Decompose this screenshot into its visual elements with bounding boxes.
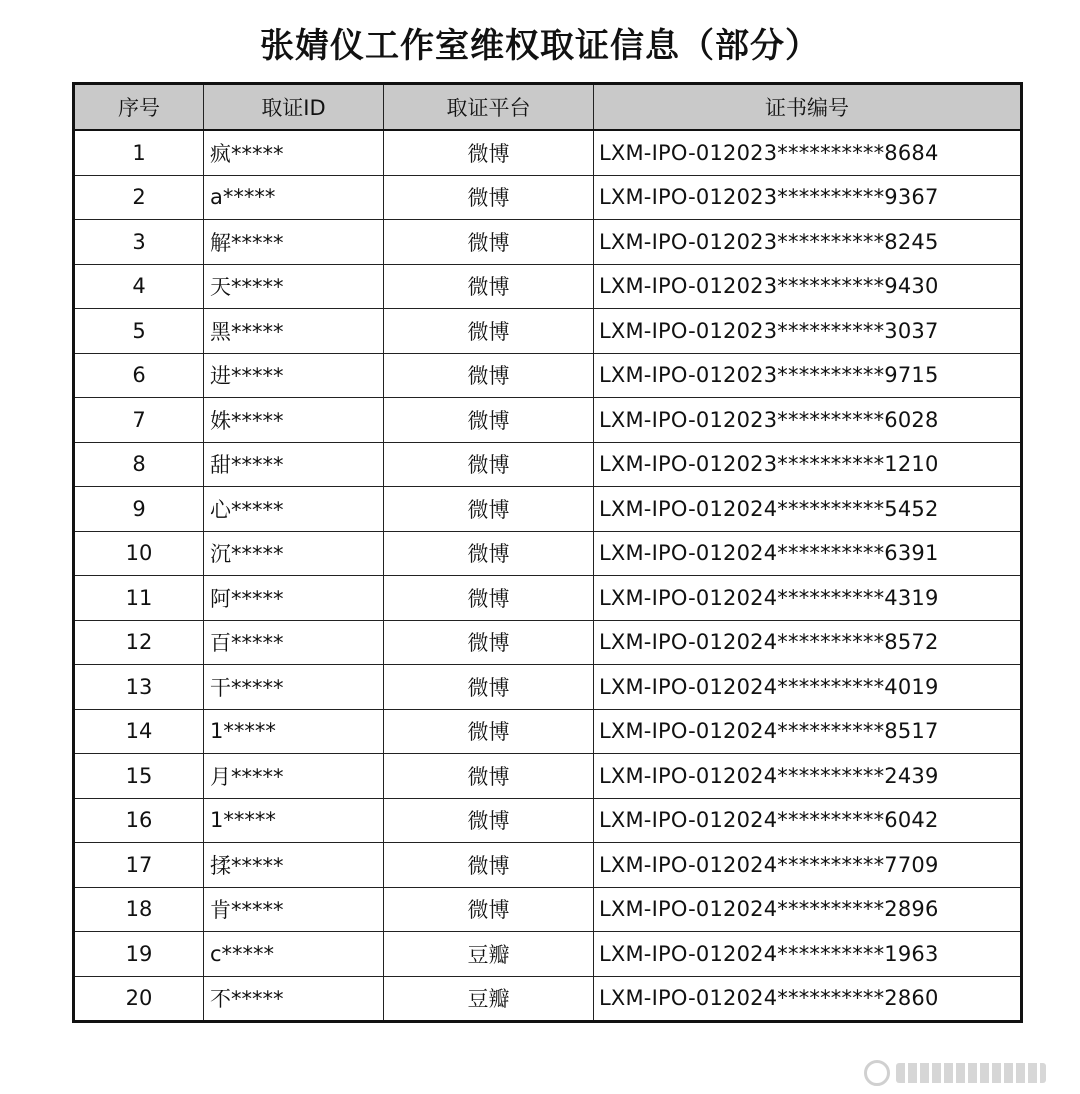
row-platform: 微博 bbox=[384, 620, 594, 665]
row-platform: 微博 bbox=[384, 264, 594, 309]
row-index: 20 bbox=[74, 976, 204, 1022]
row-platform: 微博 bbox=[384, 487, 594, 532]
row-certificate-number: LXM-IPO-012024**********5452 bbox=[594, 487, 1022, 532]
row-platform: 微博 bbox=[384, 309, 594, 354]
row-certificate-number: LXM-IPO-012024**********1963 bbox=[594, 932, 1022, 977]
row-certificate-number: LXM-IPO-012024**********6391 bbox=[594, 531, 1022, 576]
row-evidence-id: 肯***** bbox=[204, 887, 384, 932]
row-evidence-id: a***** bbox=[204, 175, 384, 220]
table-row bbox=[74, 887, 1022, 932]
row-platform: 微博 bbox=[384, 665, 594, 710]
row-certificate-number: LXM-IPO-012023**********9430 bbox=[594, 264, 1022, 309]
row-certificate-number: LXM-IPO-012024**********7709 bbox=[594, 843, 1022, 888]
table-row bbox=[74, 576, 1022, 621]
table-row bbox=[74, 442, 1022, 487]
column-header-index: 序号 bbox=[74, 84, 204, 131]
row-certificate-number: LXM-IPO-012024**********6042 bbox=[594, 798, 1022, 843]
row-platform: 微博 bbox=[384, 353, 594, 398]
table-row bbox=[74, 620, 1022, 665]
row-platform: 微博 bbox=[384, 709, 594, 754]
watermark bbox=[864, 1060, 1046, 1086]
table-row bbox=[74, 398, 1022, 443]
watermark-blurred-text bbox=[896, 1063, 1046, 1083]
row-certificate-number: LXM-IPO-012023**********6028 bbox=[594, 398, 1022, 443]
row-evidence-id: 姝***** bbox=[204, 398, 384, 443]
table-row bbox=[74, 798, 1022, 843]
table-row bbox=[74, 843, 1022, 888]
row-index: 11 bbox=[74, 576, 204, 621]
table-row bbox=[74, 976, 1022, 1022]
row-platform: 微博 bbox=[384, 398, 594, 443]
row-certificate-number: LXM-IPO-012023**********3037 bbox=[594, 309, 1022, 354]
row-platform: 微博 bbox=[384, 843, 594, 888]
row-index: 13 bbox=[74, 665, 204, 710]
row-index: 1 bbox=[74, 130, 204, 175]
row-platform: 豆瓣 bbox=[384, 976, 594, 1022]
table-row bbox=[74, 309, 1022, 354]
row-certificate-number: LXM-IPO-012024**********4319 bbox=[594, 576, 1022, 621]
row-certificate-number: LXM-IPO-012023**********9367 bbox=[594, 175, 1022, 220]
row-evidence-id: 进***** bbox=[204, 353, 384, 398]
table-body bbox=[74, 130, 1022, 1022]
row-platform: 微博 bbox=[384, 576, 594, 621]
row-index: 6 bbox=[74, 353, 204, 398]
row-index: 16 bbox=[74, 798, 204, 843]
table-row bbox=[74, 932, 1022, 977]
row-platform: 微博 bbox=[384, 531, 594, 576]
evidence-table bbox=[72, 82, 1023, 1023]
row-evidence-id: 1***** bbox=[204, 709, 384, 754]
table-row bbox=[74, 531, 1022, 576]
row-index: 2 bbox=[74, 175, 204, 220]
row-index: 10 bbox=[74, 531, 204, 576]
row-index: 3 bbox=[74, 220, 204, 265]
row-index: 7 bbox=[74, 398, 204, 443]
table-header bbox=[74, 84, 1022, 131]
table-row bbox=[74, 264, 1022, 309]
row-platform: 微博 bbox=[384, 798, 594, 843]
header-row bbox=[74, 84, 1022, 131]
row-platform: 微博 bbox=[384, 887, 594, 932]
table-row bbox=[74, 709, 1022, 754]
row-evidence-id: 百***** bbox=[204, 620, 384, 665]
row-evidence-id: 解***** bbox=[204, 220, 384, 265]
row-index: 12 bbox=[74, 620, 204, 665]
row-certificate-number: LXM-IPO-012024**********4019 bbox=[594, 665, 1022, 710]
row-evidence-id: 阿***** bbox=[204, 576, 384, 621]
table-row bbox=[74, 130, 1022, 175]
row-index: 15 bbox=[74, 754, 204, 799]
column-header-certificate-number: 证书编号 bbox=[594, 84, 1022, 131]
row-index: 4 bbox=[74, 264, 204, 309]
column-header-evidence-id: 取证ID bbox=[204, 84, 384, 131]
row-certificate-number: LXM-IPO-012024**********8517 bbox=[594, 709, 1022, 754]
row-certificate-number: LXM-IPO-012023**********8684 bbox=[594, 130, 1022, 175]
table-row bbox=[74, 353, 1022, 398]
row-evidence-id: 沉***** bbox=[204, 531, 384, 576]
row-evidence-id: 疯***** bbox=[204, 130, 384, 175]
row-index: 14 bbox=[74, 709, 204, 754]
row-certificate-number: LXM-IPO-012024**********2439 bbox=[594, 754, 1022, 799]
row-evidence-id: 心***** bbox=[204, 487, 384, 532]
row-platform: 微博 bbox=[384, 442, 594, 487]
weibo-logo-icon bbox=[864, 1060, 890, 1086]
row-evidence-id: 1***** bbox=[204, 798, 384, 843]
row-evidence-id: 甜***** bbox=[204, 442, 384, 487]
row-index: 17 bbox=[74, 843, 204, 888]
row-evidence-id: 干***** bbox=[204, 665, 384, 710]
row-evidence-id: 揉***** bbox=[204, 843, 384, 888]
row-evidence-id: 月***** bbox=[204, 754, 384, 799]
table-row bbox=[74, 487, 1022, 532]
row-certificate-number: LXM-IPO-012023**********9715 bbox=[594, 353, 1022, 398]
row-evidence-id: c***** bbox=[204, 932, 384, 977]
row-index: 9 bbox=[74, 487, 204, 532]
row-index: 5 bbox=[74, 309, 204, 354]
row-platform: 微博 bbox=[384, 220, 594, 265]
row-certificate-number: LXM-IPO-012024**********8572 bbox=[594, 620, 1022, 665]
row-evidence-id: 黑***** bbox=[204, 309, 384, 354]
table-row bbox=[74, 175, 1022, 220]
table-row bbox=[74, 220, 1022, 265]
row-index: 8 bbox=[74, 442, 204, 487]
column-header-platform: 取证平台 bbox=[384, 84, 594, 131]
row-platform: 微博 bbox=[384, 130, 594, 175]
row-certificate-number: LXM-IPO-012023**********1210 bbox=[594, 442, 1022, 487]
row-platform: 微博 bbox=[384, 754, 594, 799]
row-certificate-number: LXM-IPO-012024**********2896 bbox=[594, 887, 1022, 932]
row-index: 19 bbox=[74, 932, 204, 977]
row-certificate-number: LXM-IPO-012024**********2860 bbox=[594, 976, 1022, 1022]
row-index: 18 bbox=[74, 887, 204, 932]
table-row bbox=[74, 665, 1022, 710]
row-evidence-id: 不***** bbox=[204, 976, 384, 1022]
row-platform: 微博 bbox=[384, 175, 594, 220]
row-evidence-id: 天***** bbox=[204, 264, 384, 309]
row-platform: 豆瓣 bbox=[384, 932, 594, 977]
row-certificate-number: LXM-IPO-012023**********8245 bbox=[594, 220, 1022, 265]
page-title: 张婧仪工作室维权取证信息（部分） bbox=[260, 26, 820, 66]
table-row bbox=[74, 754, 1022, 799]
